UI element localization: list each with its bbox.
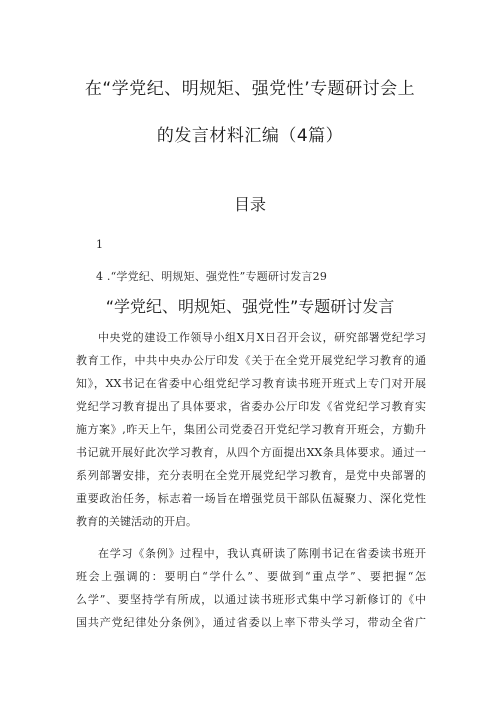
body-text-line: 么学”、要坚持学有所成，以通过读书班形式集中学习新修订的《中 <box>76 593 426 606</box>
body-text-line: 班会上强调的：要明白“学什么”、要做到“重点学”、要把握“怎 <box>76 570 426 583</box>
toc-heading: 目录 <box>233 195 266 214</box>
body-text-line: 施方案》,昨天上午，集团公司党委召开党纪学习教育开班会，方勤升 <box>76 423 426 436</box>
document-title-line-1: 在“学党纪、明规矩、强党性’专题研讨会上 <box>84 79 416 99</box>
body-text-line: 系列部署安排，充分表明在全党开展党纪学习教育，是党中央部署的 <box>76 469 426 482</box>
document-title-line-2: 的发言材料汇编（4篇） <box>156 126 344 146</box>
body-text-line: 知》，XX书记在省委中心组党纪学习教育读书班开班式上专门对开展 <box>76 377 426 390</box>
toc-item[interactable]: 4 .“学党纪、明规矩、强党性”专题研讨发言29 <box>96 270 328 283</box>
body-text-line: 教育的关键活动的开启。 <box>76 515 197 528</box>
body-text-line: 中央党的建设工作领导小组X月X日召开会议，研究部署党纪学习 <box>98 331 426 344</box>
body-text-line: 在学习《条例》过程中，我认真研读了陈刚书记在省委读书班开 <box>98 547 426 560</box>
body-text-line: 重要政治任务，标志着一场旨在增强党员干部队伍凝聚力、深化党性 <box>76 492 426 505</box>
body-text-line: 党纪学习教育提出了具体要求，省委办公厅印发《省党纪学习教育实 <box>76 400 426 413</box>
body-text-line: 教育工作，中共中央办公厅印发《关于在全党开展党纪学习教育的通 <box>76 354 426 367</box>
section-title: “学党纪、明规矩、强党性”专题研讨发言 <box>105 297 395 316</box>
body-text-line: 国共产党纪律处分条例》，通过省委以上率下带头学习，带动全省广 <box>76 616 426 629</box>
toc-item[interactable]: 1 <box>96 238 103 251</box>
body-text-line: 书记就开展好此次学习教育，从四个方面提出XX条具体要求。通过一 <box>76 446 426 459</box>
